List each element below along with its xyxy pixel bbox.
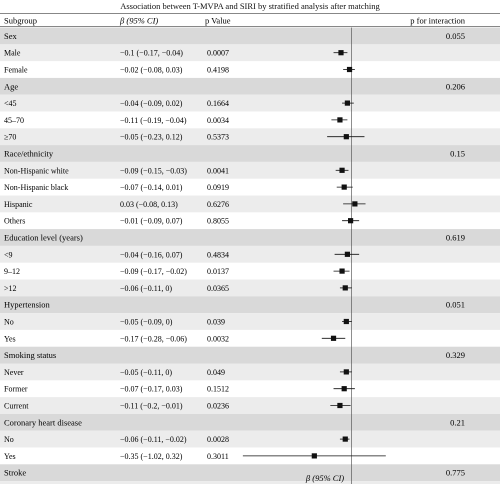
beta-ci-value: −0.35 (−1.02, 0.32)	[120, 451, 183, 461]
point-estimate	[345, 252, 350, 257]
subgroup-label: Non-Hispanic white	[4, 166, 69, 176]
subgroup-label: Yes	[4, 451, 16, 461]
row-band	[0, 397, 500, 414]
p-value: 0.0365	[207, 283, 229, 293]
beta-ci-value: −0.09 (−0.15, −0.03)	[120, 166, 187, 176]
point-estimate	[344, 369, 349, 374]
subgroup-label: <45	[4, 99, 17, 109]
row-bands	[0, 28, 500, 484]
p-value: 0.6276	[207, 199, 229, 209]
subgroup-label: Male	[4, 48, 21, 58]
row-band	[0, 431, 500, 448]
point-estimate	[347, 67, 352, 72]
beta-ci-value: −0.17 (−0.28, −0.06)	[120, 334, 187, 344]
group-label: Hypertension	[4, 299, 50, 310]
point-estimate	[339, 168, 344, 173]
group-label: Smoking status	[4, 350, 57, 361]
subgroup-label: Current	[4, 401, 29, 411]
row-band	[0, 246, 500, 263]
point-estimate	[343, 285, 348, 290]
group-label: Age	[4, 81, 19, 92]
p-value: 0.0034	[207, 115, 229, 125]
beta-ci-value: −0.05 (−0.11, 0)	[120, 367, 173, 377]
subgroup-label: Yes	[4, 334, 16, 344]
row-band	[0, 196, 500, 213]
subgroup-label: ≥70	[4, 132, 17, 142]
p-value: 0.0236	[207, 401, 229, 411]
subgroup-label: 9–12	[4, 267, 20, 277]
beta-ci-value: −0.11 (−0.2, −0.01)	[120, 401, 183, 411]
point-estimate	[348, 218, 353, 223]
subgroup-label: No	[4, 317, 14, 327]
chart-title: Association between T-MVPA and SIRI by stratified analysis after matching	[120, 1, 380, 11]
point-estimate	[337, 117, 342, 122]
row-band	[0, 44, 500, 61]
p-value: 0.049	[207, 367, 225, 377]
subgroup-label: Former	[4, 384, 28, 394]
header-p-value: p Value	[205, 15, 231, 26]
point-estimate	[342, 185, 347, 190]
subgroup-label: Female	[4, 65, 28, 75]
point-estimate	[342, 386, 347, 391]
point-estimate	[339, 269, 344, 274]
p-interaction-value: 0.21	[450, 417, 465, 428]
beta-ci-value: −0.05 (−0.09, 0)	[120, 317, 173, 327]
p-value: 0.4834	[207, 250, 229, 260]
p-interaction-value: 0.055	[445, 30, 465, 41]
row-band	[0, 313, 500, 330]
subgroup-label: <9	[4, 250, 13, 260]
beta-ci-value: −0.07 (−0.14, 0.01)	[120, 183, 183, 193]
p-value: 0.0007	[207, 48, 229, 58]
point-estimate	[312, 453, 317, 458]
point-estimate	[337, 403, 342, 408]
row-band	[0, 280, 500, 297]
group-label: Coronary heart disease	[4, 417, 82, 428]
p-value: 0.3011	[207, 451, 229, 461]
p-interaction-value: 0.619	[445, 232, 465, 243]
p-value: 0.0137	[207, 267, 229, 277]
beta-ci-value: −0.1 (−0.17, −0.04)	[120, 48, 183, 58]
row-band	[0, 95, 500, 112]
group-label: Stroke	[4, 467, 27, 478]
p-value: 0.0028	[207, 435, 229, 445]
p-interaction-value: 0.051	[445, 299, 465, 310]
subgroup-label: 45–70	[4, 115, 24, 125]
subgroup-label: >12	[4, 283, 17, 293]
point-estimate	[345, 101, 350, 106]
header-p-interaction: p for interaction	[410, 15, 465, 26]
point-estimate	[344, 319, 349, 324]
p-value: 0.1512	[207, 384, 229, 394]
p-interaction-value: 0.775	[445, 467, 465, 478]
p-interaction-value: 0.206	[445, 81, 465, 92]
row-band	[0, 162, 500, 179]
beta-ci-value: −0.11 (−0.19, −0.04)	[120, 115, 187, 125]
group-band	[0, 78, 500, 95]
point-estimate	[331, 336, 336, 341]
subgroup-label: Hispanic	[4, 199, 33, 209]
subgroup-label: No	[4, 435, 14, 445]
group-band	[0, 464, 500, 481]
group-band	[0, 28, 500, 45]
point-estimate	[344, 134, 349, 139]
beta-ci-value: −0.06 (−0.11, 0)	[120, 283, 173, 293]
subgroup-label: Others	[4, 216, 26, 226]
beta-ci-value: −0.05 (−0.23, 0.12)	[120, 132, 183, 142]
beta-ci-value: −0.06 (−0.11, −0.02)	[120, 435, 187, 445]
p-value: 0.039	[207, 317, 225, 327]
x-axis-label: β (95% CI)	[305, 473, 345, 483]
beta-ci-value: 0.03 (−0.08, 0.13)	[120, 199, 178, 209]
point-estimate	[352, 201, 357, 206]
header-subgroup: Subgroup	[4, 15, 38, 26]
p-interaction-value: 0.15	[450, 148, 465, 159]
beta-ci-value: −0.04 (−0.16, 0.07)	[120, 250, 183, 260]
p-interaction-value: 0.329	[445, 350, 465, 361]
subgroup-label: Never	[4, 367, 24, 377]
beta-ci-value: −0.02 (−0.08, 0.03)	[120, 65, 183, 75]
subgroup-label: Non-Hispanic black	[4, 183, 69, 193]
row-band	[0, 128, 500, 145]
row-band	[0, 364, 500, 381]
group-band	[0, 145, 500, 162]
p-value: 0.5373	[207, 132, 229, 142]
point-estimate	[343, 437, 348, 442]
point-estimate	[338, 50, 343, 55]
group-band	[0, 296, 500, 313]
header-beta-ci: β (95% CI)	[120, 15, 159, 26]
beta-ci-value: −0.01 (−0.09, 0.07)	[120, 216, 183, 226]
group-label: Education level (years)	[4, 232, 83, 243]
beta-ci-value: −0.09 (−0.17, −0.02)	[120, 267, 187, 277]
beta-ci-value: −0.04 (−0.09, 0.02)	[120, 99, 183, 109]
beta-ci-value: −0.07 (−0.17, 0.03)	[120, 384, 183, 394]
group-band	[0, 347, 500, 364]
group-label: Sex	[4, 30, 17, 41]
p-value: 0.0919	[207, 183, 229, 193]
group-label: Race/ethnicity	[4, 148, 54, 159]
p-value: 0.8055	[207, 216, 229, 226]
p-value: 0.1664	[207, 99, 229, 109]
p-value: 0.0041	[207, 166, 229, 176]
p-value: 0.4198	[207, 65, 229, 75]
p-value: 0.0032	[207, 334, 229, 344]
